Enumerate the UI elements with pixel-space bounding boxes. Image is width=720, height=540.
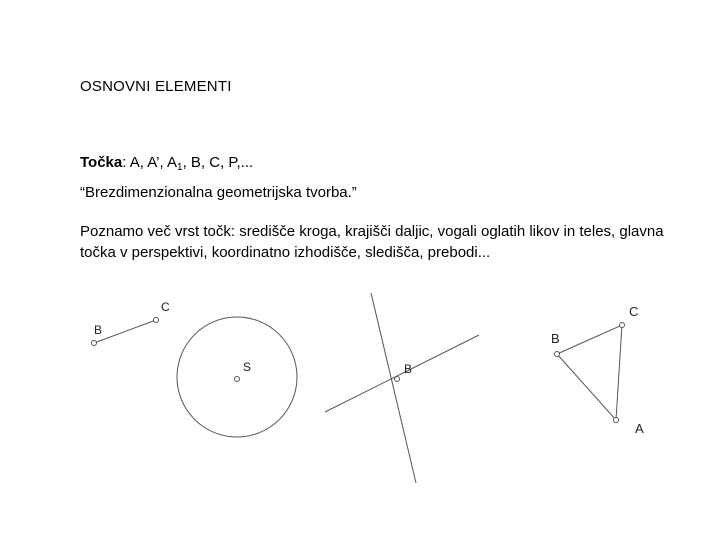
segment-figure	[92, 300, 171, 346]
page-title: OSNOVNI ELEMENTI	[80, 78, 232, 95]
intersection-point	[395, 377, 400, 382]
triangle-vertex-a	[614, 418, 619, 423]
triangle-outline	[557, 325, 622, 420]
intersecting-lines-figure	[325, 293, 479, 483]
circle-center-label: S	[243, 360, 252, 374]
segment-label-b: B	[94, 323, 103, 337]
definition-quote: “Brezdimenzionalna geometrijska tvorba.”	[80, 184, 357, 201]
segment-endpoint-b	[92, 341, 97, 346]
point-subscript: 1	[177, 162, 183, 173]
triangle-vertex-b	[555, 352, 560, 357]
description-paragraph: Poznamo več vrst točk: središče kroga, krajišči daljic, vogali oglatih likov in teles, glavna točka v perspektivi, koordinatno izhodišče, sledišča, prebodi...	[80, 223, 664, 261]
triangle-figure	[551, 304, 644, 436]
triangle-label-a: A	[635, 421, 644, 436]
circle-figure	[177, 317, 297, 437]
point-term: Točka	[80, 154, 123, 171]
point-examples: : A, A’, A	[122, 154, 178, 171]
triangle-vertex-c	[620, 323, 625, 328]
point-examples-rest: , B, C, P,...	[182, 154, 254, 171]
segment-line	[94, 320, 156, 343]
intersection-label: B	[404, 362, 413, 376]
circle-center-point	[235, 377, 240, 382]
segment-endpoint-c	[154, 318, 159, 323]
triangle-label-b: B	[551, 331, 560, 346]
segment-label-c: C	[161, 300, 170, 314]
line-steep	[371, 293, 416, 483]
triangle-label-c: C	[629, 304, 639, 319]
line-shallow	[325, 335, 479, 412]
